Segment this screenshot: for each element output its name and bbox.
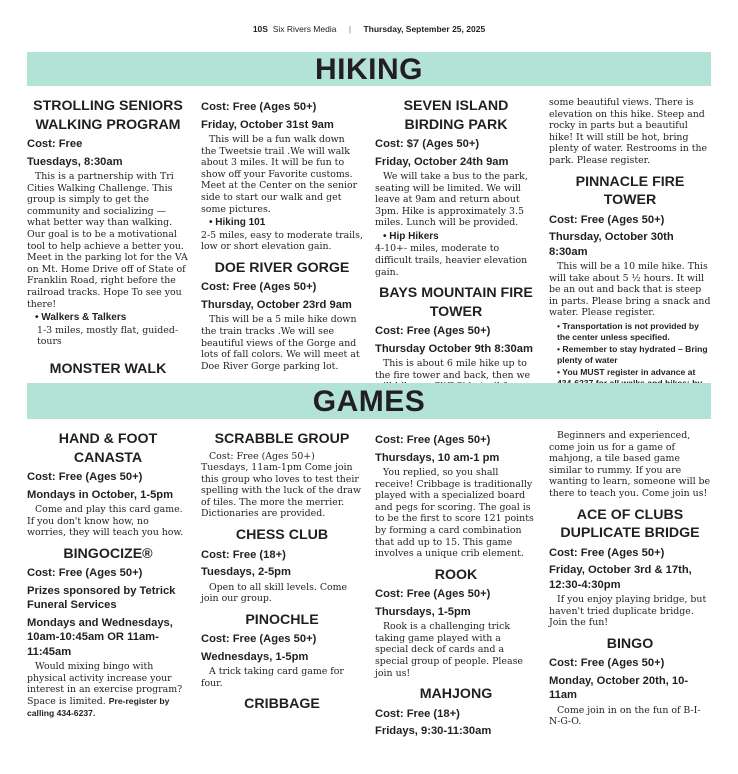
games-column-2: [201, 430, 363, 716]
chess-title: CHESS CLUB: [235, 527, 329, 544]
ace-of-clubs-cost: Cost: Free (Ages 50+): [549, 546, 665, 559]
pinnacle-description: This will be a 10 mile hike. This will take about 5 ½ hours. It will be an out and back that is steep in parts. Please bring a snack and water. Please register.: [549, 261, 711, 319]
mahjong-time: Fridays, 9:30-11:30am: [375, 725, 492, 738]
canasta-time: Mondays in October, 1-5pm: [27, 488, 174, 501]
bingo-description: Come join in on the fun of B-I-N-G-O.: [549, 704, 701, 728]
games-column-4: [549, 430, 711, 728]
seven-island-description: We will take a bus to the park, seating will be limited. We will leave at 9am and return about 3pm. Hike is approximately 3.5 miles. Lunch will be provided.: [375, 171, 528, 229]
bingocize-time: Mondays and Wednesdays, 10am-10:45am OR 11am-11:45am: [27, 616, 173, 658]
transport-note-text: • Transportation is not provided by the center unless specified.: [557, 321, 699, 342]
hiking-101-text: 2-5 miles, easy to moderate trails, low or short elevation gain.: [201, 229, 363, 253]
mahjong-description: Beginners and experienced, come join us for a game of mahjong, a tile based game similar to rummy. If you are wanting to learn, someone will be there to teach you. Come join us!: [549, 430, 711, 499]
doe-description: This will be a 5 mile hike down the train tracks .We will see beautiful views of the Gorge and lots of fall colors. We will meet at Doe River Gorge parking lot.: [201, 314, 360, 372]
bingocize-prizes: Prizes sponsored by Tetrick Funeral Services: [27, 584, 176, 612]
strolling-cost: Cost: Free: [27, 138, 83, 150]
bays-mountain-title: BAYS MOUNTAIN FIRE TOWER: [379, 285, 533, 320]
bingocize-preregister: Pre-register by calling 434-6237.: [27, 696, 170, 718]
canasta-cost: Cost: Free (Ages 50+): [27, 471, 143, 483]
hip-hikers-text: 4-10+- miles, moderate to difficult trails, heavier elevation gain.: [375, 243, 528, 278]
monster-walk-title: MONSTER WALK: [49, 360, 167, 377]
mahjong-cost: Cost: Free (18+): [375, 707, 460, 720]
bays-cost: Cost: Free (Ages 50+): [375, 325, 491, 338]
strolling-description: This is a partnership with Tri Cities Walking Challenge. This group is simply to get the community and socializing — what better way than walking. Our goal is to be a motivational tool to help achieve a better you. Meet in the parking lot for the VA on Mt. Home Drive off of State of Franklin Road, right before the railroad tracks. Hope To see you there!: [27, 171, 188, 310]
games-banner: GAMES: [27, 383, 711, 419]
scrabble-description: Cost: Free (Ages 50+) Tuesdays, 11am-1pm Come join this group who loves to test their spelling with the luck of the draw of tiles. The more the merrier. Dictionaries are provided.: [201, 450, 361, 520]
seven-island-time: Friday, October 24th 9am: [375, 155, 509, 168]
ace-of-clubs-time: Friday, October 3rd & 17th, 12:30-4:30pm: [549, 564, 692, 591]
seven-island-title: SEVEN ISLAND BIRDING PARK: [403, 98, 509, 133]
page-number: 10S: [252, 24, 268, 34]
bays-time: Thursday October 9th 8:30am: [375, 342, 533, 355]
chess-time: Tuesdays, 2-5pm: [201, 566, 291, 579]
walkers-talkers-bullet: • Walkers & Talkers: [27, 312, 189, 325]
strolling-time: Tuesdays, 8:30am: [27, 155, 123, 168]
doe-river-gorge-title: DOE RIVER GORGE: [214, 259, 350, 276]
hiking-column-2: [201, 97, 363, 372]
issue-date: Thursday, September 25, 2025: [363, 24, 486, 34]
hiking-column-1: [27, 97, 189, 380]
pinochle-time: Wednesdays, 1-5pm: [201, 650, 309, 663]
bingocize-title: BINGOCIZE®: [63, 545, 153, 562]
hiking-column-3: [375, 97, 537, 393]
doe-time: Thursday, October 23rd 9am: [201, 298, 352, 311]
register-note-text: • You MUST register in advance at: [557, 367, 704, 409]
rook-time: Thursdays, 1-5pm: [375, 605, 471, 618]
mahjong-title: MAHJONG: [419, 686, 493, 703]
rook-cost: Cost: Free (Ages 50+): [375, 588, 491, 601]
bingo-time: Monday, October 20th, 10-11am: [549, 674, 689, 702]
bays-continued-text: some beautiful views. There is elevation on this hike. Steep and rocky in parts but a beautiful hike! It will still be hot, bring plenty of water. Restrooms in the park. Please register.: [549, 97, 708, 166]
cribbage-time: Thursdays, 10 am-1 pm: [375, 451, 500, 464]
hip-hikers-bullet: • Hip Hikers: [375, 231, 537, 244]
pinochle-title: PINOCHLE: [245, 611, 319, 628]
cribbage-description: You replied, so you shall receive! Cribbage is traditionally played with a specialized board and pegs for scoring. The goal is to be the first to score 121 points by forming a card combination that add up to 15. This game involves a unique crib element.: [375, 467, 534, 560]
bingocize-description-text: Would mixing bingo with physical activity increase your interest in an exercise program? Space is limited.: [27, 661, 183, 708]
bingocize-cost: Cost: Free (Ages 50+): [27, 567, 143, 580]
games-column-3: [375, 430, 537, 741]
tweetsie-cost: Cost: Free (Ages 50+): [201, 101, 317, 113]
tweetsie-time: Friday, October 31st 9am: [201, 118, 334, 131]
hiking-101-bullet: • Hiking 101: [201, 217, 363, 230]
chess-description: Open to all skill levels. Come join our group.: [201, 581, 348, 605]
bays-description: This is about 6 mile hike up to the fire tower and back, then we: [375, 358, 531, 381]
cribbage-cost: Cost: Free (Ages 50+): [375, 434, 491, 446]
bingocize-description: [27, 661, 189, 719]
pinnacle-cost: Cost: Free (Ages 50+): [549, 213, 665, 226]
ace-of-clubs-description: If you enjoy playing bridge, but haven't tried duplicate bridge. Join the fun!: [549, 594, 707, 629]
seven-island-cost: Cost: $7 (Ages 50+): [375, 138, 480, 150]
pinnacle-time: Thursday, October 30th 8:30am: [549, 231, 674, 258]
pinochle-cost: Cost: Free (Ages 50+): [201, 633, 317, 646]
strolling-seniors-title: STROLLING SENIORS WALKING PROGRAM: [33, 98, 183, 133]
chess-cost: Cost: Free (18+): [201, 548, 286, 561]
pinochle-description: A trick taking card game for four.: [201, 666, 344, 689]
hiking-column-4: [549, 97, 711, 410]
publication-name: Six Rivers Media: [272, 24, 337, 34]
tweetsie-description: This will be a fun walk down the Tweetsie trail .We will walk about 3 miles. It will be fun to show off your Favorite customs. Meet at the Center on the senior side to start our walk and get some pictures.: [201, 134, 358, 215]
header-separator: |: [348, 24, 352, 34]
canasta-description: Come and play this card game. If you don't know how, no worries, they will teach you how.: [27, 504, 184, 539]
rook-description: Rook is a challenging trick taking game played with a special deck of cards and a special group of people. Please join us!: [375, 621, 523, 679]
doe-cost: Cost: Free (Ages 50+): [201, 281, 317, 294]
transport-note: [549, 321, 711, 342]
page-header: [0, 24, 738, 34]
scrabble-title: SCRABBLE GROUP: [214, 431, 350, 447]
pinnacle-title: PINNACLE FIRE TOWER: [575, 173, 685, 209]
hydrate-note-text: • Remember to stay hydrated – Bring plenty of water: [557, 344, 708, 365]
ace-of-clubs-title: ACE OF CLUBS DUPLICATE BRIDGE: [560, 506, 700, 542]
rook-title: ROOK: [434, 566, 478, 583]
canasta-title: HAND & FOOT CANASTA: [58, 431, 158, 466]
hydrate-note: [549, 344, 711, 365]
games-column-1: [27, 430, 189, 719]
walkers-talkers-text: 1-3 miles, mostly flat, guided-tours: [37, 324, 178, 348]
cribbage-title: CRIBBAGE: [244, 696, 320, 713]
bingo-title: BINGO: [606, 635, 654, 652]
hiking-banner: HIKING: [27, 52, 711, 86]
bingo-cost: Cost: Free (Ages 50+): [549, 657, 665, 670]
